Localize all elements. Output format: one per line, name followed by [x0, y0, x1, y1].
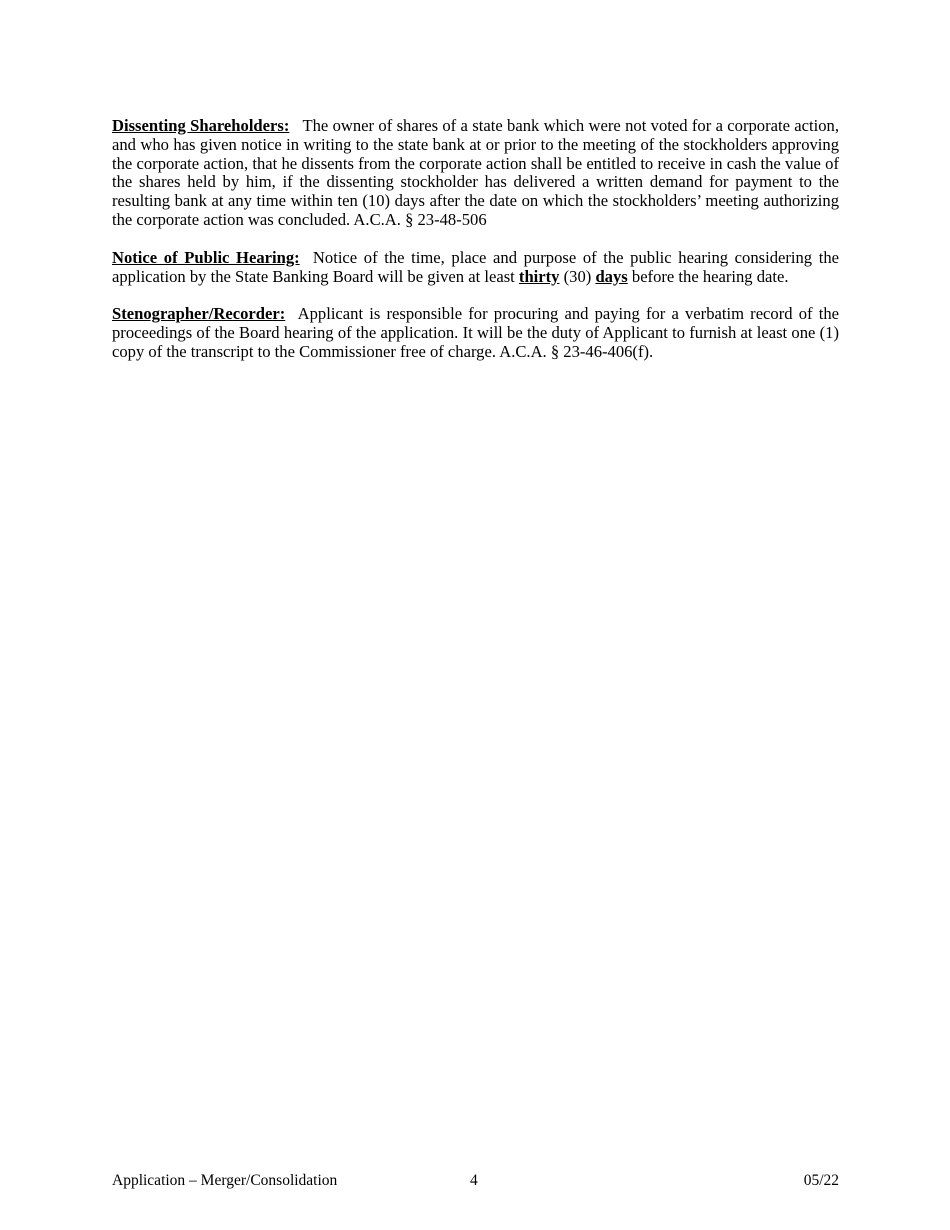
public-hearing-text-part3: before the hearing date.: [631, 266, 789, 286]
dissenting-shareholders-text: The owner of shares of a state bank which were not voted for a corporate action, and who has given notice in writing to the state bank at or prior to the meeting of the stockholders approving the corporate action, that he dissents from the corporate action shall be entitled to receive in cash the value of the shares held by him, if the dissenting stockholder has delivered a written demand for payment to the resulting bank at any time within ten (10) days after the date on which the stockholders’ meeting authorizing the corporate action was concluded. A.C.A. § 23-48-506: [112, 116, 839, 229]
public-hearing-heading: Notice of Public Hearing:: [112, 247, 300, 267]
dissenting-shareholders-heading: Dissenting Shareholders:: [112, 116, 290, 135]
document-body: [112, 117, 839, 381]
public-hearing-text-part2: (30): [563, 266, 592, 286]
stenographer-text: Applicant is responsible for procuring and paying for a verbatim record of the proceedings of the Board hearing of the application. It will be the duty of Applicant to furnish at least one (1) copy of the transcript to the Commissioner free of charge. A.C.A. § 23-46-406(f).: [112, 304, 839, 361]
public-hearing-thirty: thirty: [518, 266, 560, 286]
public-hearing-paragraph: [112, 249, 839, 287]
footer-page-number: 4: [470, 1172, 478, 1189]
page-footer: [112, 1172, 839, 1192]
footer-document-title: Application – Merger/Consolidation: [112, 1172, 338, 1189]
stenographer-heading: Stenographer/Recorder:: [112, 304, 286, 324]
public-hearing-text-part1: Notice of the time, place and purpose of the public hearing considering the application by the State Banking Board will be given at least: [112, 247, 839, 286]
dissenting-shareholders-paragraph: [112, 117, 839, 230]
stenographer-paragraph: [112, 305, 839, 361]
public-hearing-days: days: [595, 266, 628, 286]
footer-date: 05/22: [803, 1172, 839, 1189]
